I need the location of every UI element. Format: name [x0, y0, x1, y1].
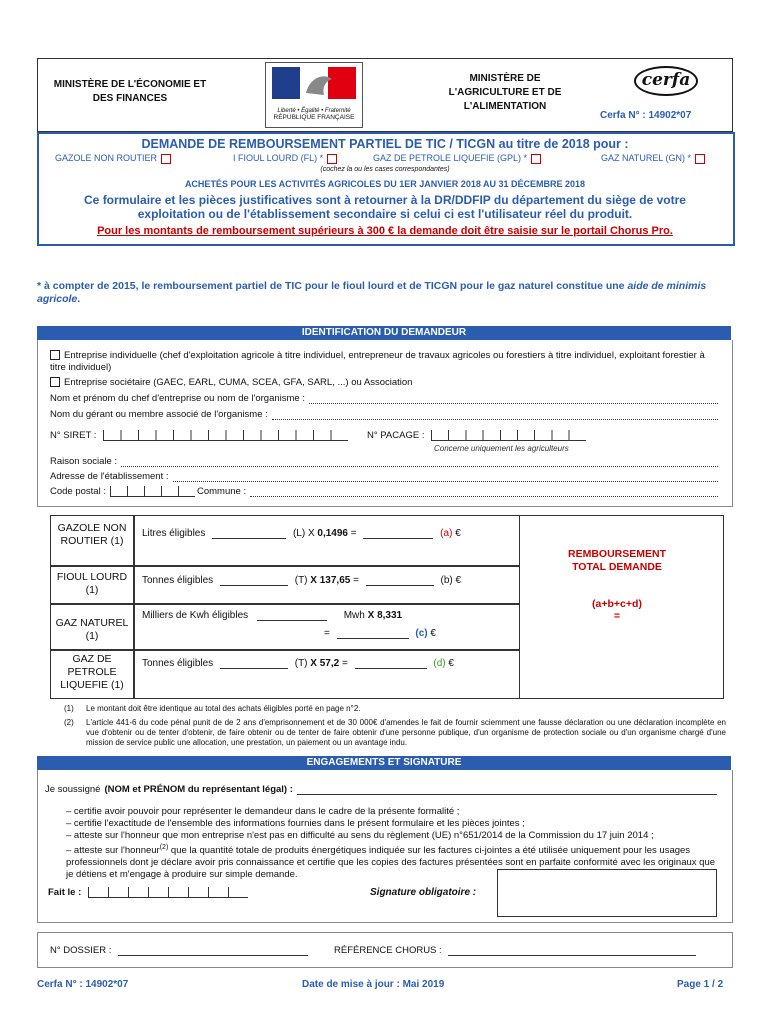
note-text: * à compter de 2015, le remboursement partiel de TIC pour le fioul lourd et de TICGN pour le gaz naturel constitue une — [37, 280, 625, 292]
entreprise-societaire[interactable] — [50, 377, 412, 388]
euro-b: € — [455, 575, 462, 586]
chorus-ref-input[interactable] — [448, 955, 696, 956]
gpl-line — [142, 658, 454, 669]
option-gpl[interactable] — [373, 153, 541, 164]
chorus-ref-field[interactable] — [334, 945, 696, 956]
gazole-line — [142, 528, 461, 539]
manager-label: Nom du gérant ou membre associé de l'organisme : — [50, 409, 268, 420]
logo-motto: Liberté • Égalité • Fraternité — [277, 108, 351, 114]
name-field[interactable] — [50, 393, 718, 404]
gazole-litres-input[interactable] — [212, 538, 286, 539]
dossier-field[interactable] — [50, 945, 308, 956]
fioul-line — [142, 575, 461, 586]
gazole-unit: (L) X — [292, 528, 315, 539]
engagement-4-sup: (2) — [159, 844, 169, 851]
name-label: Nom et prénom du chef d'entreprise ou nom de l'organisme : — [50, 393, 305, 404]
gpl-checkbox[interactable] — [531, 154, 541, 164]
address-field[interactable] — [50, 471, 718, 482]
total-eq: = — [613, 610, 621, 622]
cerfa-logo: cerfa — [634, 66, 698, 96]
signature-box[interactable] — [497, 869, 717, 917]
undersigned-bold: (NOM et PRÉNOM du représentant légal) : — [104, 784, 293, 795]
individual-label: Entreprise individuelle (chef d'exploitation agricole à titre individuel, entrepreneur de travaux agricoles ou forestiers à titre individuel, exploitant forestier à titre individuel) — [50, 350, 705, 373]
gpl-eq: = — [342, 658, 348, 669]
euro-d: € — [448, 658, 454, 669]
gn-amount-input[interactable] — [337, 638, 409, 639]
option-fioul-label: I FIOUL LOURD (FL) * — [233, 153, 324, 163]
fioul-rate: X 137,65 — [310, 575, 351, 586]
logo-name: RÉPUBLIQUE FRANÇAISE — [273, 114, 355, 121]
gazole-eq: = — [350, 528, 357, 539]
footnote-2-num: (2) — [64, 718, 74, 727]
option-fioul[interactable] — [233, 153, 337, 164]
footnote-1 — [64, 704, 74, 713]
entreprise-individuelle[interactable] — [50, 350, 720, 374]
gn-label: GAZ NATUREL (1) — [55, 617, 129, 642]
row-gazole-cell — [134, 515, 520, 566]
gn-checkbox[interactable] — [695, 154, 705, 164]
note-italic: aide de minimis agricole — [37, 280, 707, 305]
checkbox-hint: (cochez la ou les cases correspondantes) — [320, 166, 450, 173]
gn-unit: Mwh — [343, 610, 365, 621]
fioul-tonnes-input[interactable] — [220, 585, 288, 586]
gpl-unit: (T) — [294, 658, 308, 669]
gazole-checkbox[interactable] — [161, 154, 171, 164]
total-title: REMBOURSEMENT TOTAL DEMANDE — [567, 548, 666, 573]
pacage-field[interactable] — [367, 430, 586, 441]
undersigned-field[interactable] — [45, 784, 717, 795]
gn-eq: = — [324, 628, 330, 639]
engagement-4-rest: que la quantité totale de produits énergétiques indiquée sur les factures ci-jointes a été utilisée uniquement pour les usages professionnels dont je déclare avoir pris connaissance et certifie que les copies des factures présentées sont en parfaite conformité avec les originaux que je détiens et m'engage à produire sur simple demande. — [66, 845, 716, 881]
commune-label: Commune : — [196, 486, 247, 497]
total-formula-text: (a+b+c+d) — [592, 598, 642, 610]
footer-cerfa: Cerfa N° : 14902*07 — [37, 979, 129, 990]
letter-d: (d) — [433, 658, 446, 669]
total-formula — [552, 598, 682, 622]
engagement-4-start: – atteste sur l'honneur — [66, 845, 160, 857]
footer-update: Date de mise à jour : Mai 2019 — [302, 979, 445, 990]
gn-line — [142, 610, 402, 621]
letter-a: (a) — [440, 528, 453, 539]
dossier-label: N° DOSSIER : — [50, 945, 112, 956]
form-title: DEMANDE DE REMBOURSEMENT PARTIEL DE TIC / TICGN au titre de 2018 pour : — [141, 137, 629, 151]
fioul-eq: = — [353, 575, 359, 586]
option-gn-label: GAZ NATUREL (GN) * — [601, 153, 692, 163]
dossier-input[interactable] — [118, 955, 308, 956]
fioul-amount-input[interactable] — [366, 585, 434, 586]
siret-field[interactable] — [50, 430, 348, 441]
gn-kwh-input[interactable] — [257, 620, 327, 621]
company-checkbox[interactable] — [50, 377, 60, 387]
option-gpl-label: GAZ DE PETROLE LIQUEFIE (GPL) * — [373, 153, 528, 163]
ministry-right: MINISTÈRE DE L'AGRICULTURE ET DE L'ALIMENTATION — [448, 73, 562, 112]
ministry-left: MINISTÈRE DE L'ÉCONOMIE ET DES FINANCES — [53, 79, 207, 104]
instructions: Ce formulaire et les pièces justificatives sont à retourner à la DR/DDFIP du département du siège de votre exploitation ou de l'établissement secondaire si celui ci est l'utilisateur réel du produit. — [84, 193, 686, 221]
engagement-2: – certifie l'exactitude de l'ensemble des informations fournies dans le présent formulaire et les pièces jointes ; — [66, 818, 525, 829]
footnote-2-text: L'article 441-6 du code pénal punit de de 2 ans d'emprisonnement et de 30 000€ d'amendes le fait de fournir sciemment une fausse déclaration ou une déclaration incomplète en vue d'obtenir ou de tenter d'obtenir, de faire obtenir ou de tenter de faire obtenir d'une personne publique, d'un organisme de protection sociale ou d'un organisme chargé d'une mission de service public une allocation, une prestation, un paiement ou un avantage indu. — [86, 718, 726, 747]
fioul-checkbox[interactable] — [327, 154, 337, 164]
gazole-rate: 0,1496 — [317, 528, 348, 539]
engagement-3: – atteste sur l'honneur que mon entreprise n'est pas en difficulté au sens du règlement (UE) n°651/2014 de la Commission du 17 juin 2014 ; — [66, 830, 654, 841]
republique-logo — [265, 62, 363, 128]
deminimis-note — [37, 280, 731, 306]
gpl-tonnes-input[interactable] — [220, 668, 288, 669]
chorus-ref-label: RÉFÉRENCE CHORUS : — [334, 945, 442, 956]
gpl-amount-input[interactable] — [355, 668, 427, 669]
letter-b: (b) — [440, 575, 453, 586]
postal-label: Code postal : — [50, 486, 106, 497]
siret-label: N° SIRET : — [50, 430, 97, 441]
manager-field[interactable] — [50, 409, 718, 420]
pacage-hint: Concerne uniquement les agriculteurs — [434, 444, 569, 453]
note-end: . — [77, 293, 81, 305]
fioul-unit: (T) — [294, 575, 308, 586]
address-label: Adresse de l'établissement : — [50, 471, 169, 482]
gn-result-line — [324, 628, 436, 639]
marianne-icon — [266, 63, 362, 103]
footer-page: Page 1 / 2 — [677, 979, 724, 990]
gn-rate: X 8,331 — [367, 610, 403, 621]
euro-a: € — [455, 528, 461, 539]
ident-banner: IDENTIFICATION DU DEMANDEUR — [37, 326, 731, 340]
footnote-1-text: Le montant doit être identique au total des achats éligibles porté en page n°2. — [86, 704, 361, 713]
pacage-label: N° PACAGE : — [367, 430, 425, 441]
company-label: Entreprise sociétaire (GAEC, EARL, CUMA, SCEA, GFA, SARL, ...) ou Association — [64, 377, 413, 388]
gpl-rate: X 57,2 — [310, 658, 340, 669]
option-gazole-label: GAZOLE NON ROUTIER — [55, 153, 158, 163]
option-gazole[interactable] — [55, 153, 171, 164]
gazole-text: Litres éligibles — [142, 528, 206, 539]
gpl-label: GAZ DE PETROLE LIQUEFIE (1) — [60, 653, 124, 691]
individual-checkbox[interactable] — [50, 350, 60, 360]
gazole-amount-input[interactable] — [363, 538, 433, 539]
raison-field[interactable] — [50, 456, 718, 467]
option-gn[interactable] — [601, 153, 705, 164]
gn-text: Milliers de Kwh éligibles — [142, 610, 249, 621]
fait-le-field[interactable] — [48, 887, 248, 898]
period-text: ACHETÉS POUR LES ACTIVITÉS AGRICOLES DU 1ER JANVIER 2018 AU 31 DÉCEMBRE 2018 — [184, 179, 586, 189]
raison-label: Raison sociale : — [50, 456, 118, 467]
letter-c: (c) — [415, 628, 428, 639]
euro-c: € — [430, 628, 436, 639]
cerfa-number-header: Cerfa N° : 14902*07 — [600, 110, 692, 121]
engagements-banner: ENGAGEMENTS ET SIGNATURE — [37, 756, 731, 770]
fioul-label: FIOUL LOURD (1) — [56, 571, 128, 596]
gazole-label: GAZOLE NON ROUTIER (1) — [57, 522, 127, 547]
postal-field[interactable] — [50, 486, 718, 497]
footnote-1-num: (1) — [64, 704, 74, 713]
gpl-text: Tonnes éligibles — [142, 658, 214, 669]
signature-label: Signature obligatoire : — [370, 887, 477, 898]
chorus-warning: Pour les montants de remboursement supérieurs à 300 € la demande doit être saisie sur le portail Chorus Pro. — [97, 225, 673, 237]
footnote-2 — [64, 718, 74, 727]
engagement-1: – certifie avoir pouvoir pour représenter le demandeur dans le cadre de la présente formalité ; — [66, 806, 460, 817]
fioul-text: Tonnes éligibles — [142, 575, 214, 586]
fait-le-label: Fait le : — [48, 887, 82, 898]
undersigned-label: Je soussigné — [45, 784, 101, 795]
